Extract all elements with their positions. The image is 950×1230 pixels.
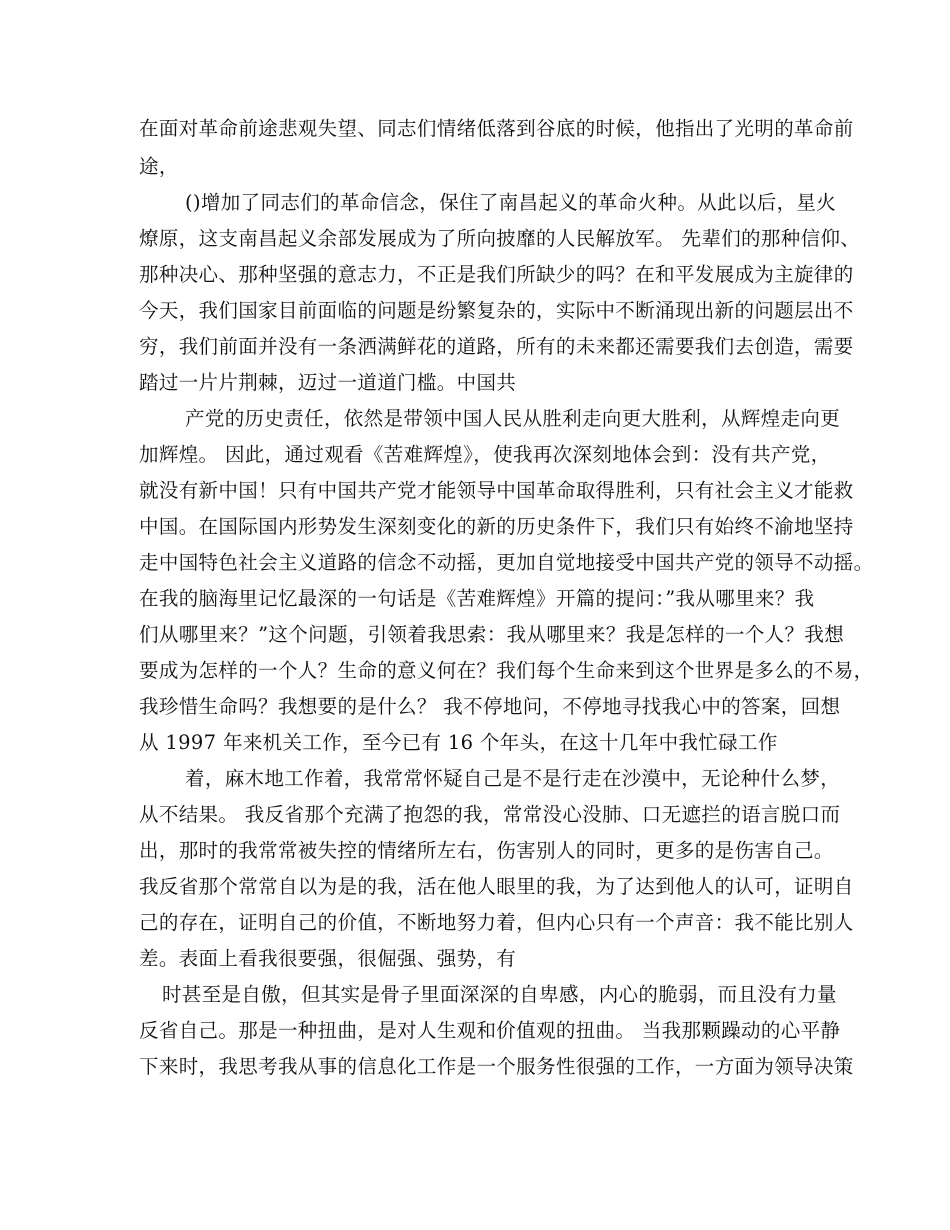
text-line: 着，麻木地工作着，我常常怀疑自己是不是行走在沙漠中，无论种什么梦， [185, 767, 841, 790]
text-line: 就没有新中国！只有中国共产党才能领导中国革命取得胜利，只有社会主义才能救 [139, 479, 854, 502]
text-line: 要成为怎样的一个人？生命的意义何在？我们每个生命来到这个世界是多么的不易， [139, 659, 874, 682]
text-line: 在面对革命前途悲观失望、同志们情绪低落到谷底的时候，他指出了光明的革命前 [139, 117, 854, 140]
text-line: 差。表面上看我很要强，很倔强、强势，有 [139, 947, 517, 970]
text-line: 我反省那个常常自以为是的我，活在他人眼里的我，为了达到他人的认可，证明自 [139, 875, 854, 898]
text-line: 己的存在，证明自己的价值，不断地努力着，但内心只有一个声音：我不能比别人 [139, 911, 854, 934]
text-line: 反省自己。那是一种扭曲，是对人生观和价值观的扭曲。 当我那颗躁动的心平静 [139, 1019, 841, 1042]
text-line: 在我的脑海里记忆最深的一句话是《苦难辉煌》开篇的提问：”我从哪里来？我 [139, 587, 815, 610]
text-line: 时甚至是自傲，但其实是骨子里面深深的自卑感，内心的脆弱，而且没有力量 [162, 983, 837, 1006]
text-line: 途， [139, 155, 179, 178]
text-line: 走中国特色社会主义道路的信念不动摇，更加自觉地接受中国共产党的领导不动摇。 [139, 551, 874, 574]
text-line: 中国。在国际国内形势发生深刻变化的新的历史条件下，我们只有始终不渝地坚持 [139, 515, 854, 538]
text-line: 穷，我们前面并没有一条洒满鲜花的道路，所有的未来都还需要我们去创造，需要 [139, 335, 854, 358]
text-line: 从不结果。 我反省那个充满了抱怨的我，常常没心没肺、口无遮拦的语言脱口而 [139, 803, 841, 826]
text-line: 我珍惜生命吗？我想要的是什么？ 我不停地问，不停地寻找我心中的答案，回想 [139, 695, 841, 718]
text-line: ()增加了同志们的革命信念，保住了南昌起义的革命火种。从此以后，星火 [185, 191, 837, 214]
text-line: 下来时，我思考我从事的信息化工作是一个服务性很强的工作，一方面为领导决策 [139, 1055, 854, 1078]
text-line: 那种决心、那种坚强的意志力，不正是我们所缺少的吗？在和平发展成为主旋律的 [139, 263, 854, 286]
text-line: 踏过一片片荆棘，迈过一道道门槛。中国共 [139, 371, 517, 394]
text-line: 出，那时的我常常被失控的情绪所左右，伤害别人的同时，更多的是伤害自己。 [139, 839, 834, 862]
text-line: 今天，我们国家目前面临的问题是纷繁复杂的，实际中不断涌现出新的问题层出不 [139, 299, 854, 322]
text-line: 从 1997 年来机关工作，至今已有 16 个年头，在这十几年中我忙碌工作 [139, 731, 778, 754]
text-line: 产党的历史责任，依然是带领中国人民从胜利走向更大胜利，从辉煌走向更 [185, 407, 841, 430]
text-line: 加辉煌。 因此，通过观看《苦难辉煌》，使我再次深刻地体会到：没有共产党， [139, 443, 831, 466]
text-line: 燎原，这支南昌起义余部发展成为了所向披靡的人民解放军。 先辈们的那种信仰、 [139, 227, 861, 250]
text-line: 们从哪里来？”这个问题，引领着我思索：我从哪里来？我是怎样的一个人？我想 [139, 623, 845, 646]
